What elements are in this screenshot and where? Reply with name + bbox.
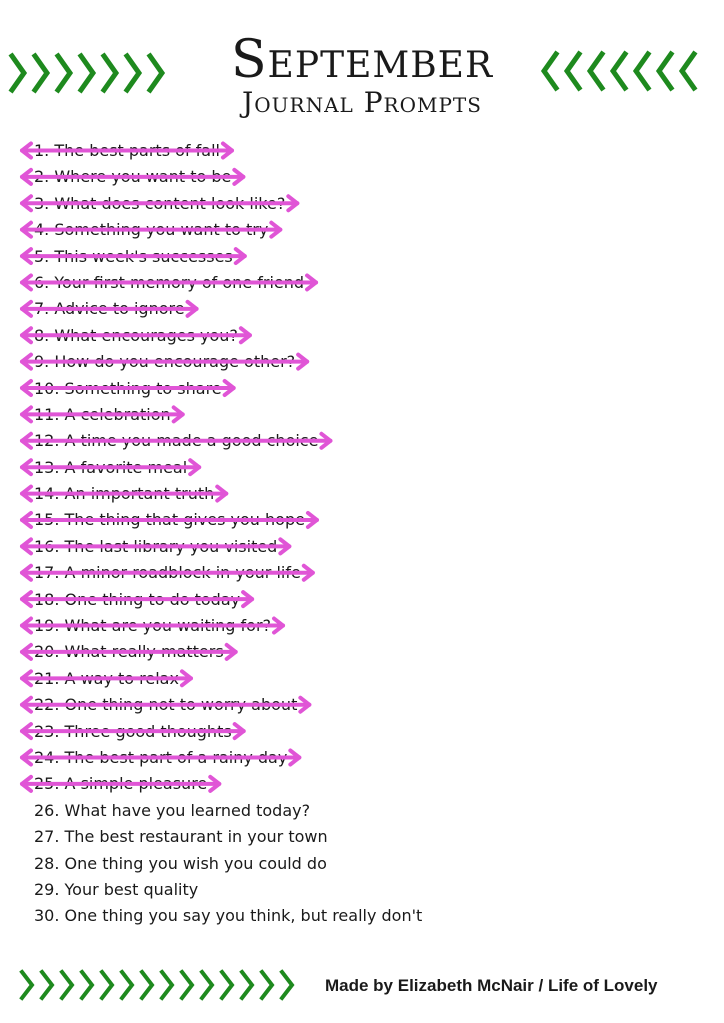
- prompt-item: [34, 402, 422, 428]
- prompt-label: 18. One thing to do today: [34, 589, 241, 609]
- prompt-label: 24. The best part of a rainy day: [34, 747, 288, 767]
- prompt-label: 10. Something to share: [34, 378, 222, 398]
- prompt-label: 22. One thing not to worry about: [34, 695, 298, 715]
- prompt-label: 9. How do you encourage other?: [34, 352, 296, 372]
- prompt-item: [34, 191, 422, 217]
- chevron-left-row-icon: [538, 48, 718, 98]
- prompt-item: [34, 692, 422, 718]
- prompt-label: 19. What are you waiting for?: [34, 616, 272, 636]
- prompt-item: [34, 455, 422, 481]
- prompt-label: 11. A celebration: [34, 404, 171, 424]
- prompt-item: [34, 217, 422, 243]
- prompt-item: [34, 666, 422, 692]
- prompt-label: 2. Where you want to be: [34, 167, 232, 187]
- prompt-label: 27. The best restaurant in your town: [34, 827, 328, 847]
- prompt-item: [34, 534, 422, 560]
- prompt-item: [34, 824, 422, 850]
- prompt-label: 13. A favorite meal: [34, 457, 188, 477]
- prompt-label: 5. This week's successes: [34, 246, 233, 266]
- prompt-item: [34, 138, 422, 164]
- prompt-label: 14. An important truth: [34, 484, 215, 504]
- prompt-item: [34, 639, 422, 665]
- prompt-list: [34, 138, 422, 930]
- prompt-label: 28. One thing you wish you could do: [34, 853, 327, 873]
- chevron-right-row-icon: [16, 966, 308, 1006]
- prompt-label: 7. Advice to ignore: [34, 299, 185, 319]
- prompt-label: 6. Your first memory of one friend: [34, 272, 305, 292]
- prompt-label: 17. A minor roadblock in your life: [34, 563, 301, 583]
- footer-credit: Made by Elizabeth McNair / Life of Lovely: [325, 976, 658, 995]
- prompt-item: [34, 719, 422, 745]
- prompt-item: [34, 613, 422, 639]
- page-subtitle: Journal Prompts: [242, 86, 482, 119]
- prompt-item: [34, 771, 422, 797]
- prompt-label: 15. The thing that gives you hope: [34, 510, 305, 530]
- prompt-label: 4. Something you want to try: [34, 220, 269, 240]
- prompt-label: 16. The last library you visited: [34, 536, 278, 556]
- prompt-item: [34, 323, 422, 349]
- prompt-label: 29. Your best quality: [34, 879, 199, 899]
- prompt-item: [34, 428, 422, 454]
- prompt-label: 30. One thing you say you think, but really don't: [34, 906, 423, 926]
- prompt-item: [34, 798, 422, 824]
- prompt-item: [34, 376, 422, 402]
- page-title: September: [230, 30, 494, 90]
- prompt-item: [34, 587, 422, 613]
- prompt-item: [34, 877, 422, 903]
- prompt-label: 26. What have you learned today?: [34, 800, 311, 820]
- prompt-item: [34, 349, 422, 375]
- prompt-item: [34, 296, 422, 322]
- prompt-label: 12. A time you made a good choice: [34, 431, 319, 451]
- prompt-item: [34, 270, 422, 296]
- prompt-item: [34, 560, 422, 586]
- prompt-item: [34, 244, 422, 270]
- prompt-label: 1. The best parts of fall: [34, 141, 220, 160]
- prompt-label: 8. What encourages you?: [34, 325, 238, 345]
- prompt-label: 21. A way to relax: [34, 668, 179, 688]
- prompt-label: 20. What really matters: [34, 642, 224, 662]
- prompt-item: [34, 164, 422, 190]
- prompt-item: [34, 481, 422, 507]
- prompt-label: 3. What does content look like?: [34, 193, 286, 213]
- prompt-item: [34, 851, 422, 877]
- prompt-item: [34, 745, 422, 771]
- prompt-label: 23. Three good thoughts: [34, 721, 232, 741]
- prompt-item: [34, 507, 422, 533]
- prompt-label: 25. A simple pleasure: [34, 774, 208, 794]
- prompt-item: [34, 903, 422, 929]
